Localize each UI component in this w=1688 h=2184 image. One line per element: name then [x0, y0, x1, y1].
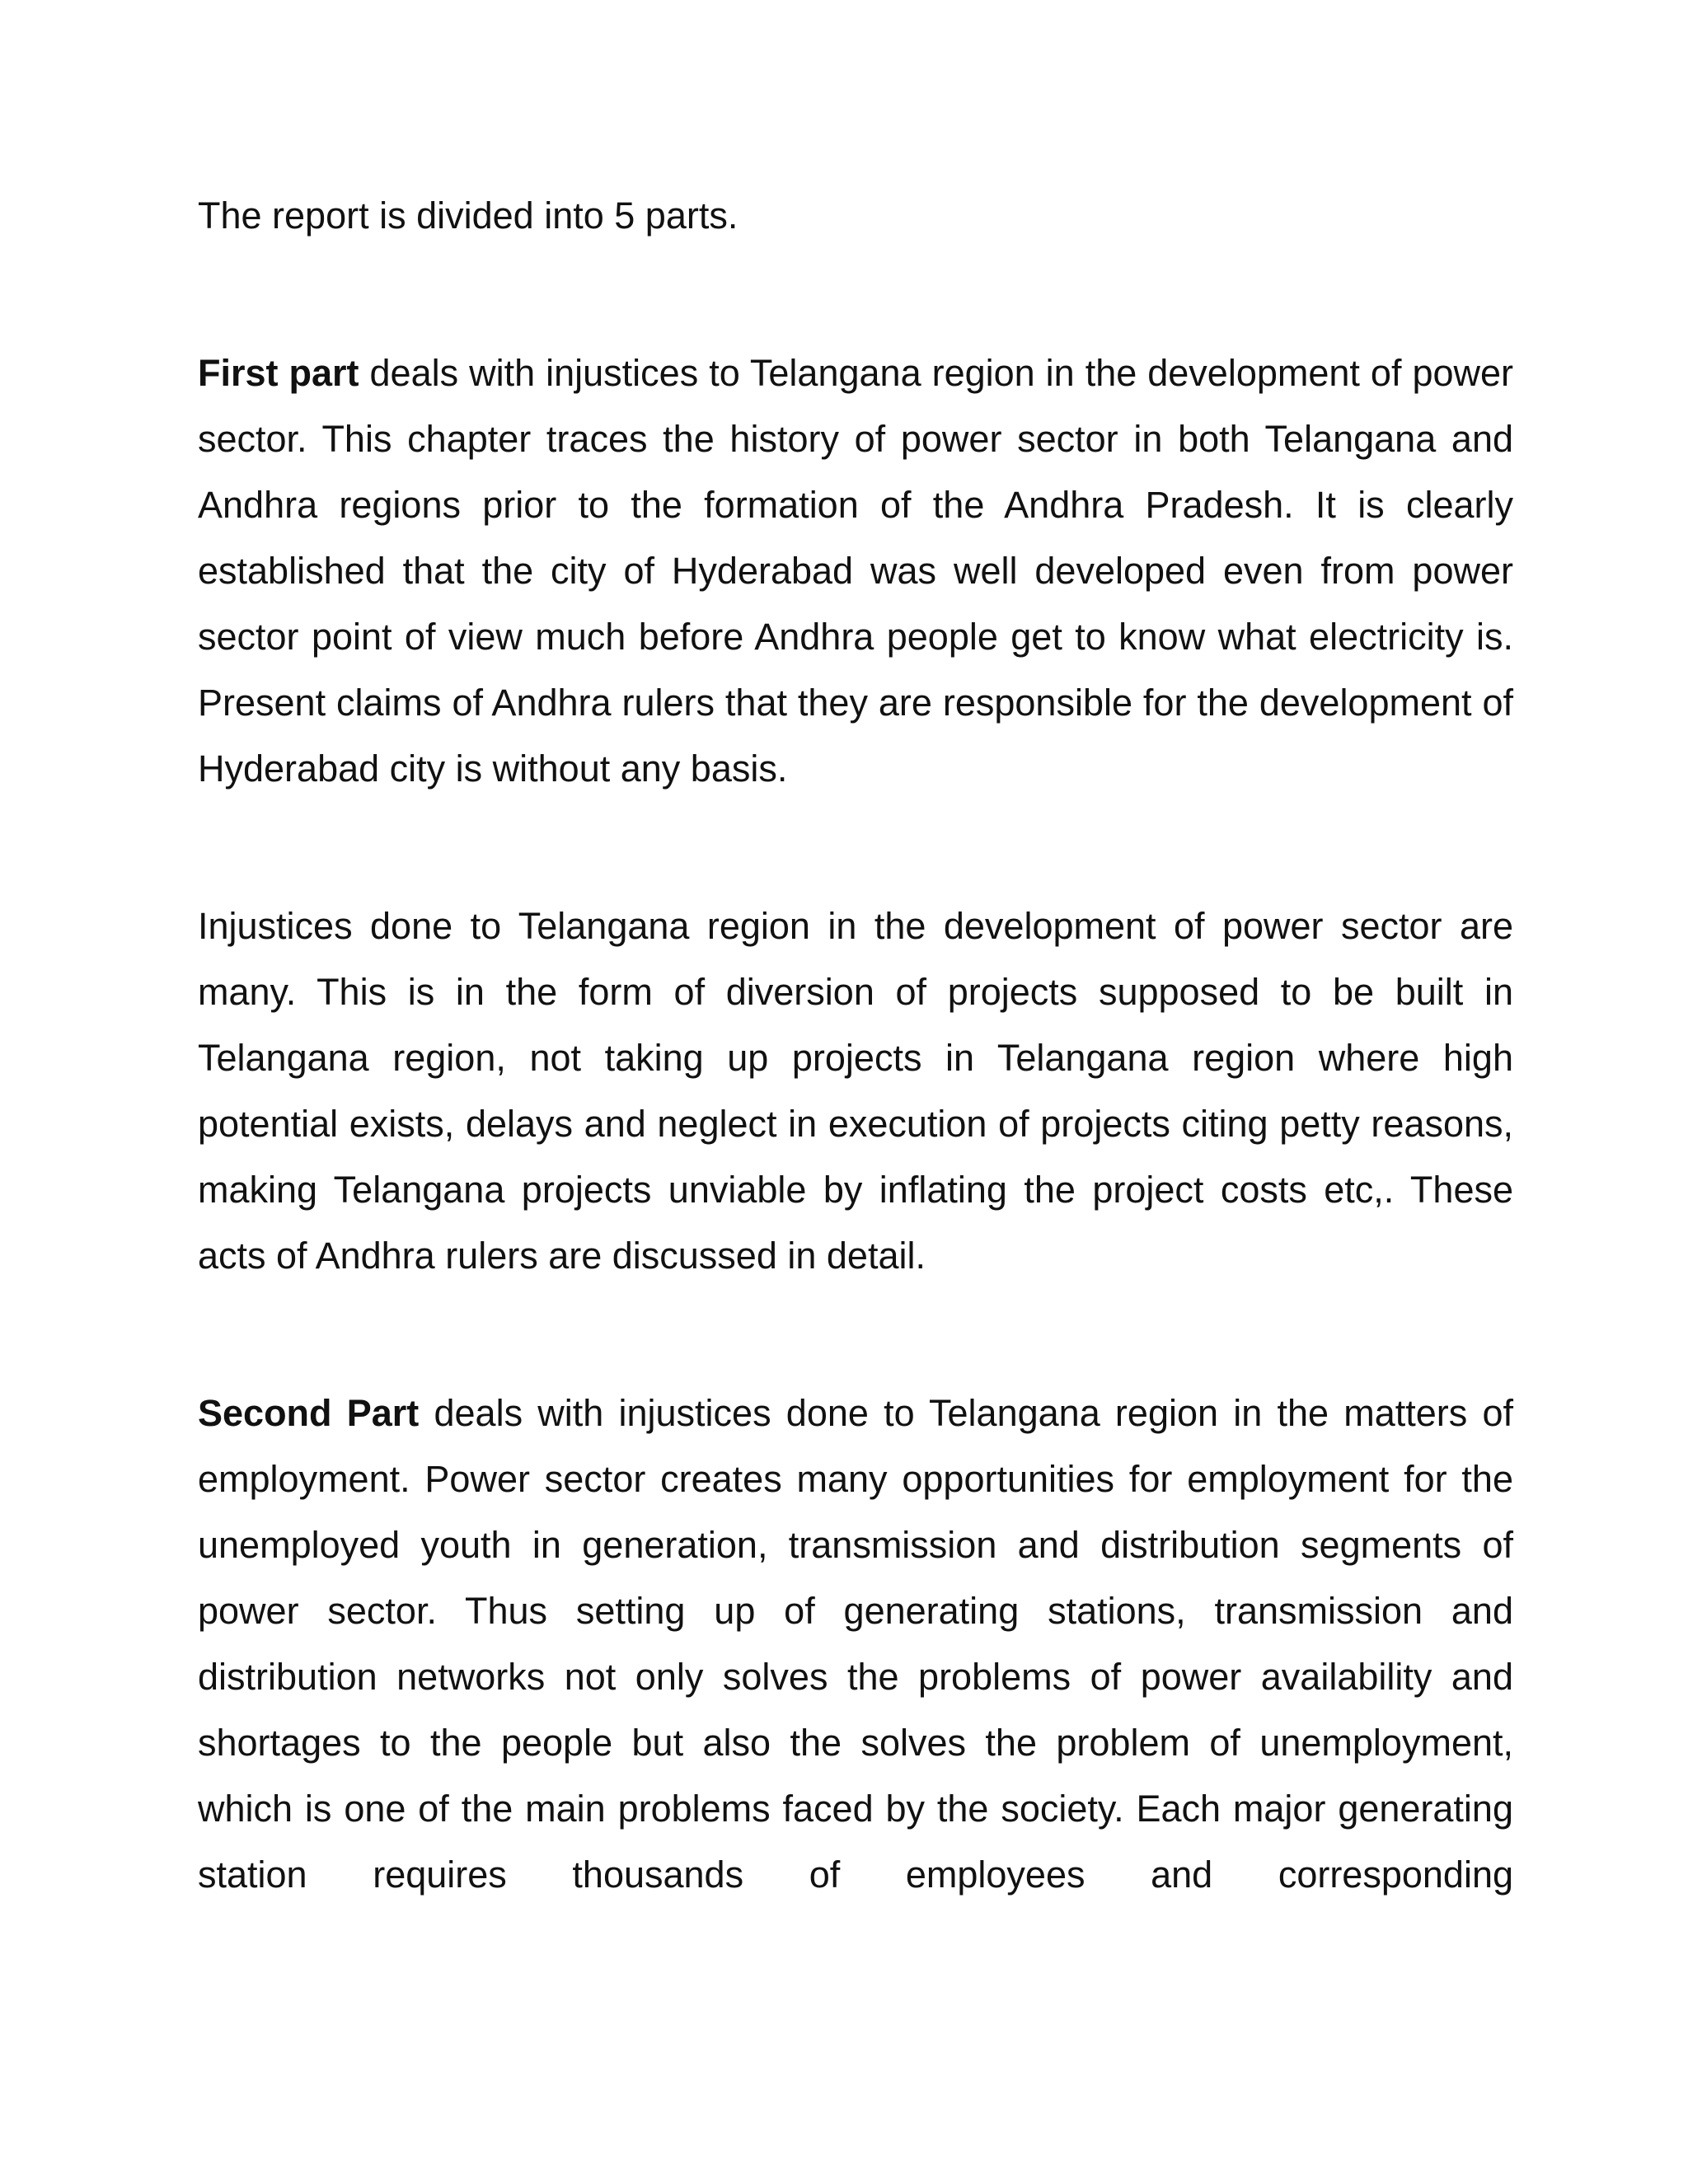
paragraph-first-part [198, 340, 1513, 802]
intro-paragraph: The report is divided into 5 parts. [198, 194, 738, 237]
paragraph-text: Injustices done to Telangana region in the development of power sector are many. This is in the form of diversion of projects supposed to be built in Telangana region, not taking up projects in Telangana region where high potential exists, delays and neglect in execution of projects citing petty reasons, making Telangana projects unviable by inflating the project costs etc,. These acts of Andhra rulers are discussed in detail. [198, 905, 1513, 1277]
paragraph-lead: Second Part [198, 1392, 420, 1434]
paragraph-injustices [198, 893, 1513, 1289]
document-body [198, 183, 1513, 1999]
paragraph-second-part [198, 1380, 1513, 1908]
paragraph-lead: First part [198, 352, 359, 394]
paragraph-text: deals with injustices done to Telangana region in the matters of employment. Power sector creates many opportunities for employment for the unemployed youth in generation, transmission and distribution segments of power sector. Thus setting up of generating stations, transmission and distribution networks not only solves the problems of power availability and shortages to the people but also the solves the problem of unemployment, which is one of the main problems faced by the society. Each major generating station requires thousands of employees and corresponding [198, 1392, 1513, 1896]
paragraph-text: deals with injustices to Telangana region in the development of power sector. This chapter traces the history of power sector in both Telangana and Andhra regions prior to the formation of the Andhra Pradesh. It is clearly established that the city of Hyderabad was well developed even from power sector point of view much before Andhra people get to know what electricity is. Present claims of Andhra rulers that they are responsible for the development of Hyderabad city is without any basis. [198, 352, 1514, 790]
